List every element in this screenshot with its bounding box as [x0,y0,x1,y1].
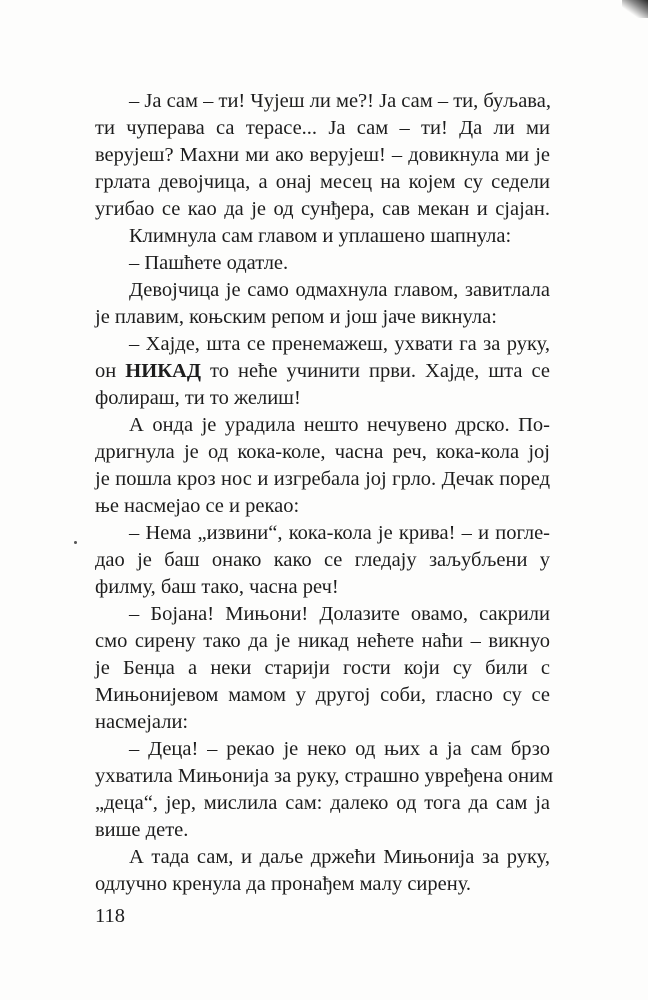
text-line: Климнула сам главом и уплашено шапнула: [129,225,512,247]
emphasized-word: НИКАД [125,360,201,382]
text-line: насмејали: [95,711,189,733]
text-line: одлучно кренула да пронађем малу сирену. [95,873,472,895]
text-line: – Хајде, шта се пренемажеш, ухвати га за руку, [129,333,550,355]
page-body-text [95,88,554,898]
text-line: је Бенџа а неки старији гости који су били с [95,657,550,679]
text-line: ухватила Мињонија за руку, страшно увређена оним [95,765,554,787]
text-line: верујеш? Махни ми ако верујеш! – довикнула ми је [95,144,550,166]
text-line: је плавим, коњским репом и још јаче викнула: [95,306,497,328]
text-line: – Ја сам – ти! Чујеш ли ме?! Ја сам – ти, буљава, [129,90,551,112]
text-line: фолираш, ти то желиш! [95,387,301,409]
scan-edge-shadow [622,0,648,18]
text-fragment: то неће учинити први. Хајде, шта се [200,360,550,382]
text-line: – Бојана! Мињони! Долазите овамо, сакрили [129,603,550,625]
text-line: грлата девојчица, а онај месец на којем су седели [95,171,550,193]
text-line: је пошла кроз нос и изгребала јој грло. Дечак поред [95,468,550,490]
text-line: угибао се као да је од сунђера, сав мекан и сјајан. [95,198,550,220]
text-line: – Пашћете одатле. [129,252,289,274]
text-line: „деца“, јер, мислила сам: далеко од тога да сам ја [95,792,550,814]
page-number: 118 [95,905,125,927]
text-line: филму, баш тако, часна реч! [95,576,339,598]
text-line [95,358,550,385]
text-line: више дете. [95,819,189,841]
text-line: А онда је урадила нешто нечувено дрско. По- [129,414,550,436]
text-line: – Нема „извини“, кока-кола је крива! – и погле- [129,522,550,544]
text-line: дригнула је од кока-коле, часна реч, кока-кола јој [95,441,550,463]
text-line: Мињонијевом мамом у другој соби, гласно су се [95,684,550,706]
ink-speck [74,541,77,544]
text-line: Девојчица је само одмахнула главом, завитлала [129,279,550,301]
text-line: дао је баш онако како се гледају заљубљени у [95,549,550,571]
text-line: ње насмејао се и рекао: [95,495,300,517]
text-line: ти чуперава са терасе... Ја сам – ти! Да ли ми [95,117,550,139]
text-line: А тада сам, и даље држећи Мињонија за руку, [129,846,550,868]
text-line: смо сирену тако да је никад нећете наћи – викнуо [95,630,550,652]
text-fragment: он [95,360,126,382]
text-line: – Деца! – рекао је неко од њих а ја сам брзо [129,738,550,760]
